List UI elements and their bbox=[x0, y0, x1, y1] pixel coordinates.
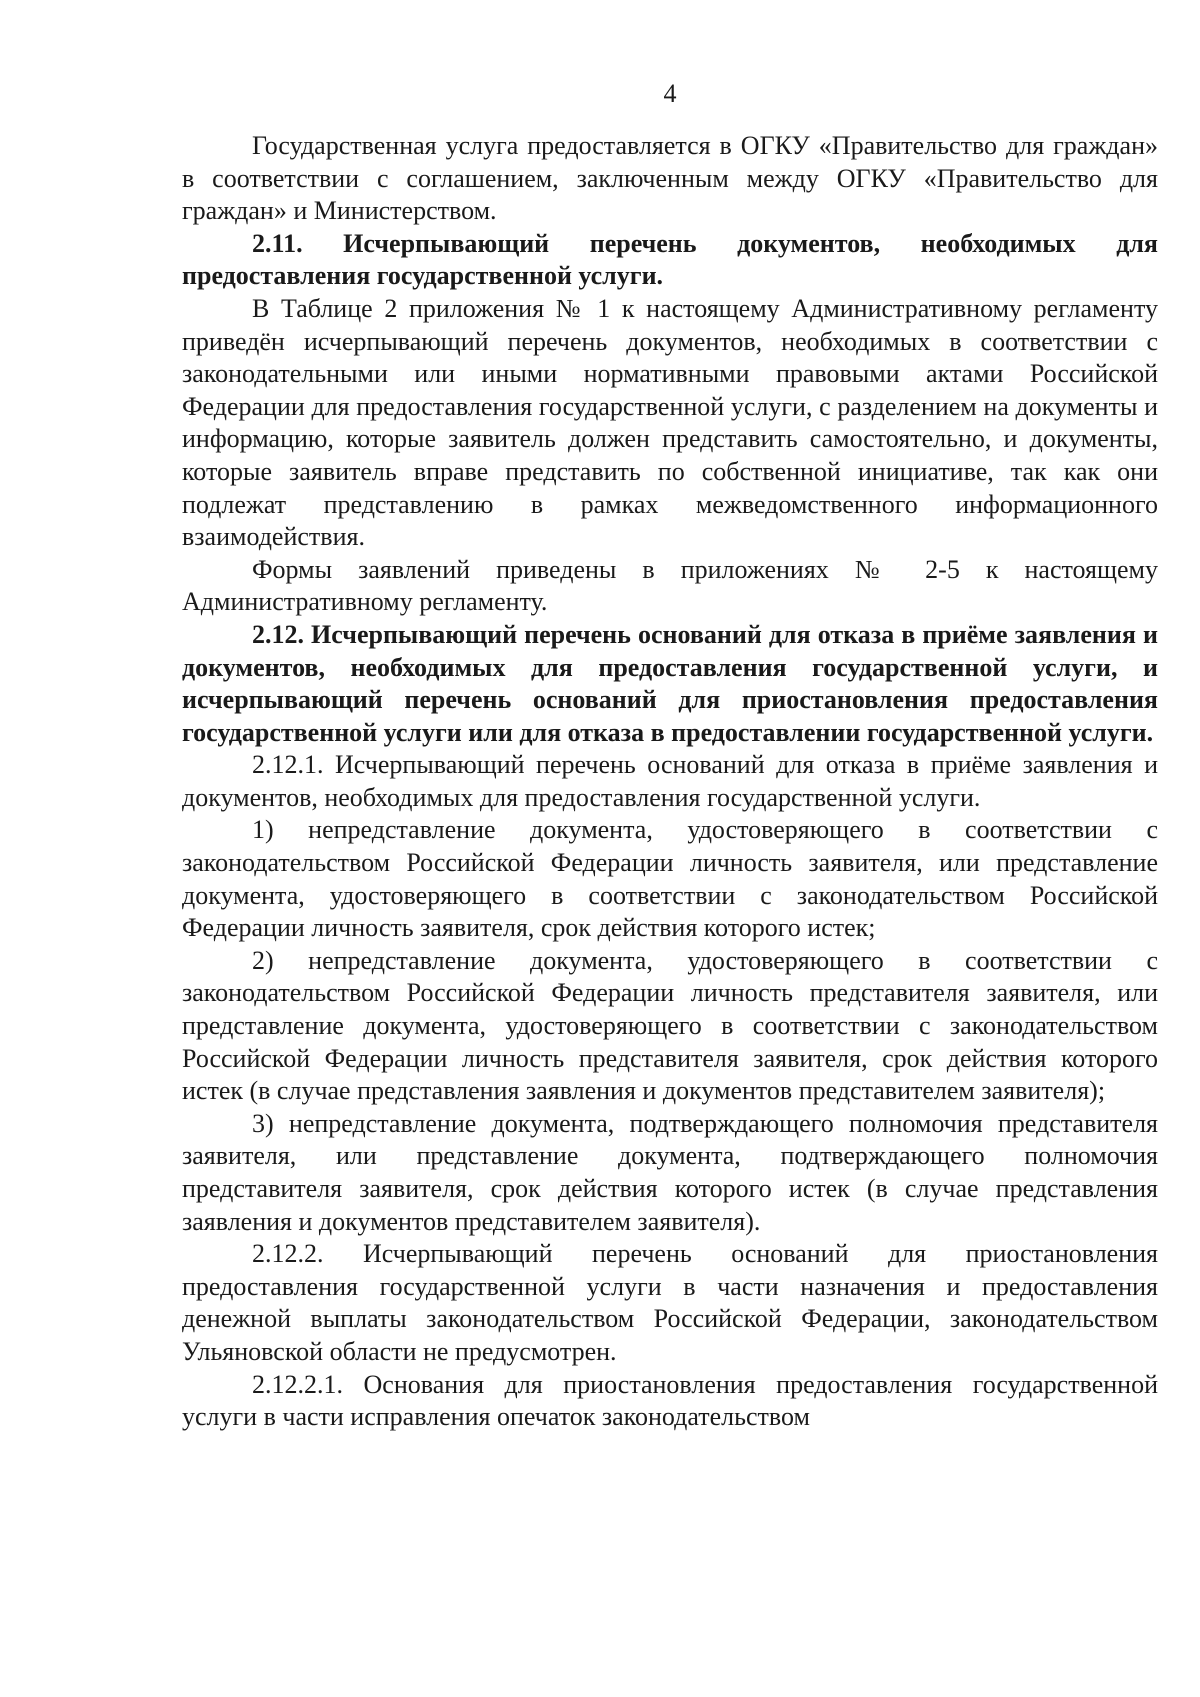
list-item-3: 3) непредставление документа, подтверждающего полномочия представителя заявителя, или представление документа, подтверждающего полномочия представителя заявителя, срок действия которого истек (в случае представления заявления и документов представителем заявителя). bbox=[182, 1108, 1158, 1236]
paragraph-2-12-1: 2.12.1. Исчерпывающий перечень оснований для отказа в приёме заявления и документов, необходимых для предоставления государственной услуги. bbox=[182, 750, 1158, 812]
paragraph-documents-list: В Таблице 2 приложения № 1 к настоящему Административному регламенту приведён исчерпывающий перечень документов, необходимых в соответствии с законодательными или иными нормативными правовыми актами Российской Федерации для предоставления государственной услуги, с разделением на документы и информацию, которые заявитель должен представить самостоятельно, и документы, которые заявитель вправе представить по собственной инициативе, так как они подлежат представлению в рамках межведомственного информационного взаимодействия. bbox=[182, 293, 1158, 552]
paragraph-2-12-2-1: 2.12.2.1. Основания для приостановления предоставления государственной услуги в части исправления опечаток законодательством bbox=[182, 1369, 1158, 1432]
paragraph-service-provision: Государственная услуга предоставляется в ОГКУ «Правительство для граждан» в соответствии с соглашением, заключенным между ОГКУ «Правительство для граждан» и Министерством. bbox=[182, 131, 1158, 226]
section-heading-2-12: 2.12. Исчерпывающий перечень оснований для отказа в приёме заявления и документов, необходимых для предоставления государственной услуги, и исчерпывающий перечень оснований для приостановления предоставления государственной услуги или для отказа в предоставлении государственной услуги. bbox=[182, 619, 1158, 747]
list-item-1: 1) непредставление документа, удостоверяющего в соответствии с законодательством Российской Федерации личность заявителя, или представление документа, удостоверяющего в соответствии с законодательством Российской Федерации личность заявителя, срок действия которого истек; bbox=[182, 815, 1158, 943]
paragraph-application-forms: Формы заявлений приведены в приложениях № 2-5 к настоящему Административному регламенту. bbox=[182, 554, 1158, 617]
paragraph-2-12-2: 2.12.2. Исчерпывающий перечень оснований для приостановления предоставления государственной услуги в части назначения и предоставления денежной выплаты законодательством Российской Федерации, законодательством Ульяновской области не предусмотрен. bbox=[182, 1239, 1158, 1366]
section-heading-2-11: 2.11. Исчерпывающий перечень документов, необходимых для предоставления государственной услуги. bbox=[182, 228, 1158, 291]
document-body bbox=[182, 130, 1158, 1434]
list-item-2: 2) непредставление документа, удостоверяющего в соответствии с законодательством Российской Федерации личность представителя заявителя, или представление документа, удостоверяющего в соответствии с законодательством Российской Федерации личность представителя заявителя, срок действия которого истек (в случае представления заявления и документов представителем заявителя); bbox=[182, 945, 1158, 1106]
page-number: 4 bbox=[663, 79, 677, 108]
